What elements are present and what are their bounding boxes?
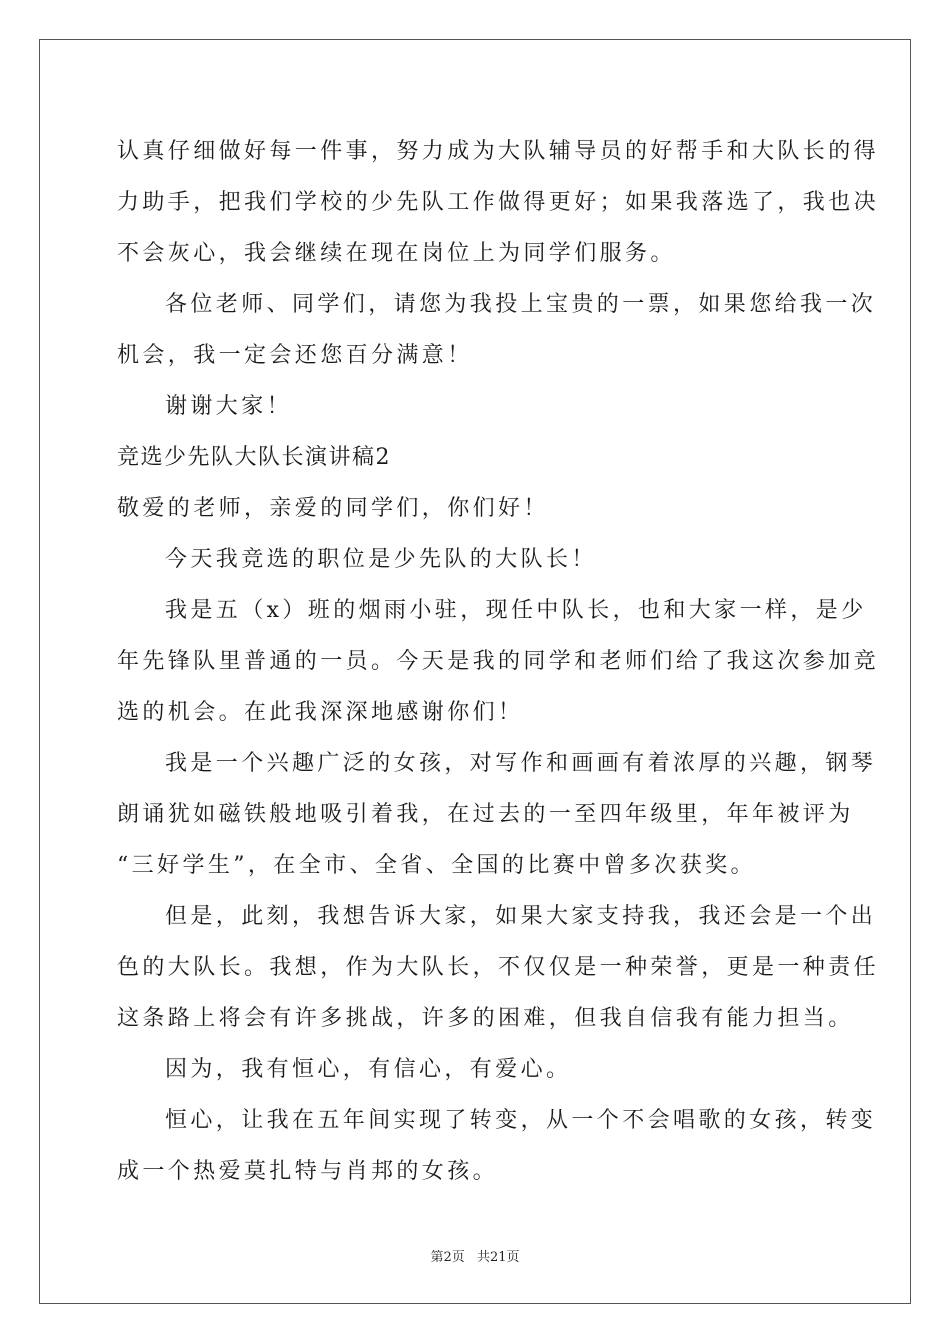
paragraph-line: 我是一个兴趣广泛的女孩，对写作和画画有着浓厚的兴趣，钢琴 — [165, 751, 877, 776]
paragraph-line: 我是五（x）班的烟雨小驻，现任中队长，也和大家一样，是少 — [165, 598, 867, 623]
page-total: 共21页 — [476, 1250, 520, 1265]
section-title: 竞选少先队大队长演讲稿2 — [117, 445, 391, 470]
paragraph-line: 色的大队长。我想，作为大队长，不仅仅是一种荣誉，更是一种责任 — [117, 955, 880, 980]
paragraph-line: 但是，此刻，我想告诉大家，如果大家支持我，我还会是一个出 — [165, 904, 877, 929]
paragraph-line: 恒心，让我在五年间实现了转变，从一个不会唱歌的女孩，转变 — [165, 1108, 877, 1133]
paragraph-line: 谢谢大家！ — [165, 394, 293, 419]
paragraph-line: 不会灰心，我会继续在现在岗位上为同学们服务。 — [117, 241, 676, 266]
paragraph-line: 这条路上将会有许多挑战，许多的困难，但我自信我有能力担当。 — [117, 1006, 854, 1031]
paragraph-line: 成一个热爱莫扎特与肖邦的女孩。 — [117, 1159, 499, 1184]
page-footer — [0, 1246, 950, 1265]
paragraph-line: 因为，我有恒心，有信心，有爱心。 — [165, 1057, 572, 1082]
paragraph-line: 朗诵犹如磁铁般地吸引着我，在过去的一至四年级里，年年被评为 — [117, 802, 854, 827]
paragraph-line: 力助手，把我们学校的少先队工作做得更好；如果我落选了，我也决 — [117, 190, 880, 215]
paragraph-line: 机会，我一定会还您百分满意！ — [117, 343, 473, 368]
paragraph-line: 选的机会。在此我深深地感谢你们！ — [117, 700, 524, 725]
paragraph-line: 今天我竞选的职位是少先队的大队长！ — [165, 547, 597, 572]
paragraph-line: 认真仔细做好每一件事，努力成为大队辅导员的好帮手和大队长的得 — [117, 139, 880, 164]
paragraph-line: 年先锋队里普通的一员。今天是我的同学和老师们给了我这次参加竞 — [117, 649, 880, 674]
page-number: 第2页 — [430, 1250, 465, 1265]
paragraph-line: “三好学生”，在全市、全省、全国的比赛中曾多次获奖。 — [117, 853, 756, 878]
document-body — [117, 126, 880, 1197]
paragraph-line: 各位老师、同学们，请您为我投上宝贵的一票，如果您给我一次 — [165, 292, 877, 317]
salutation-line: 敬爱的老师，亲爱的同学们，你们好！ — [117, 496, 549, 521]
